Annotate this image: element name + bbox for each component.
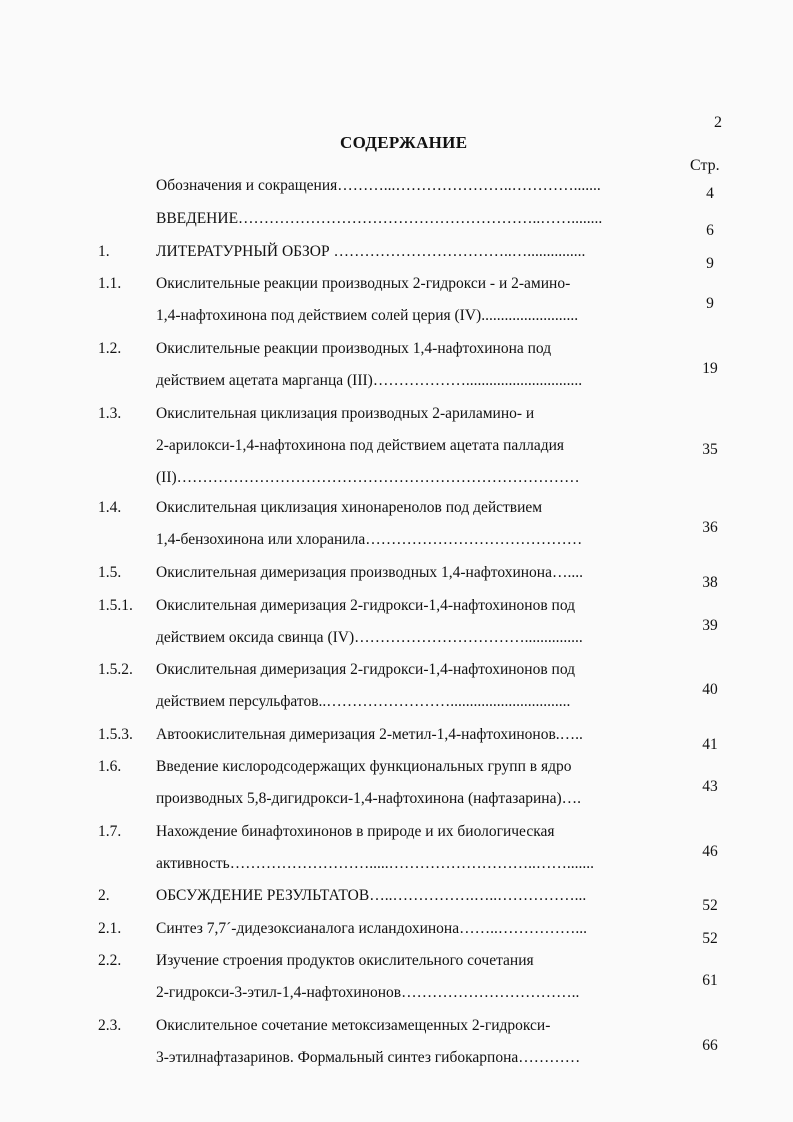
toc-entry-title-line: ЛИТЕРАТУРНЫЙ ОБЗОР ……………………………..…............... <box>156 243 586 260</box>
toc-entry-number: 2.2. <box>98 952 122 969</box>
toc-entry-title-line: Введение кислородсодержащих функциональных групп в ядро <box>156 758 572 775</box>
toc-entry-title-line: Окислительные реакции производных 2-гидрокси - и 2-амино- <box>156 275 571 292</box>
toc-entry-number: 1.1. <box>98 275 122 292</box>
toc-entry-page: 35 <box>702 441 718 458</box>
toc-entry-page: 6 <box>706 222 714 239</box>
toc-entry-title-line: Окислительная димеризация 2-гидрокси-1,4-нафтохинонов под <box>156 597 576 614</box>
page-column-header: Стр. <box>690 157 720 174</box>
toc-entry-page: 19 <box>702 360 718 377</box>
toc-entry-title-line: действием персульфатов..……………………............................... <box>156 693 571 710</box>
toc-entry-title-line: Окислительное сочетание метоксизамещенных 2-гидрокси- <box>156 1017 551 1034</box>
toc-entry-number: 1.2. <box>98 340 122 357</box>
toc-entry-number: 1.7. <box>98 823 122 840</box>
toc-entry-title-line: 2-гидрокси-3-этил-1,4-нафтохинонов…………………………….. <box>156 984 580 1001</box>
toc-entry-page: 9 <box>706 295 714 312</box>
toc-entry-title-line: Окислительные реакции производных 1,4-нафтохинона под <box>156 340 552 357</box>
toc-entry-title-line: 1,4-бензохинона или хлоранила…………………………………… <box>156 531 583 548</box>
toc-entry-number: 1. <box>98 243 110 260</box>
toc-entry-title-line: Синтез 7,7´-дидезоксианалога исландохинона……..……………... <box>156 920 587 937</box>
toc-entry-number: 2.3. <box>98 1017 122 1034</box>
toc-entry-number: 1.5.1. <box>98 597 133 614</box>
toc-entry-page: 41 <box>702 736 718 753</box>
toc-entry-title-line: Обозначения и сокращения………...…………………..…………....... <box>156 177 601 194</box>
toc-entry-page: 4 <box>706 185 714 202</box>
toc-entry-title-line: 3-этилнафтазаринов. Формальный синтез гибокарпона………… <box>156 1049 581 1066</box>
toc-entry-number: 1.5.2. <box>98 661 133 678</box>
toc-entry-title-line: действием оксида свинца (IV)……………………………............... <box>156 629 583 646</box>
toc-entry-title-line: производных 5,8-дигидрокси-1,4-нафтохинона (нафтазарина)…. <box>156 790 581 807</box>
toc-entry-title-line: действием ацетата марганца (III)……………….............................. <box>156 372 583 389</box>
toc-entry-page: 40 <box>702 681 718 698</box>
toc-entry-title-line: Автоокислительная димеризация 2-метил-1,4-нафтохинонов.….. <box>156 726 583 743</box>
toc-entry-number: 2.1. <box>98 920 122 937</box>
toc-entry-page: 43 <box>702 778 718 795</box>
toc-entry-title-line: Окислительная циклизация производных 2-ариламино- и <box>156 405 535 422</box>
toc-entry-title-line: Окислительная димеризация 2-гидрокси-1,4-нафтохинонов под <box>156 661 576 678</box>
toc-entry-title-line: активность……………………….....………………………..……....... <box>156 855 594 872</box>
toc-entry-page: 9 <box>706 255 714 272</box>
toc-entry-page: 46 <box>702 843 718 860</box>
toc-entry-number: 2. <box>98 887 110 904</box>
page-title: СОДЕРЖАНИЕ <box>340 133 468 152</box>
toc-entry-title-line: Окислительная димеризация производных 1,4-нафтохинона….... <box>156 564 583 581</box>
toc-entry-number: 1.5.3. <box>98 726 133 743</box>
toc-entry-page: 36 <box>702 519 718 536</box>
toc-entry-page: 61 <box>702 972 718 989</box>
toc-entry-number: 1.4. <box>98 499 122 516</box>
toc-entry-page: 52 <box>702 897 718 914</box>
toc-entry-title-line: Окислительная циклизация хинонаренолов под действием <box>156 499 543 516</box>
toc-entry-title-line: ВВЕДЕНИЕ…………………………………………………..……........ <box>156 210 603 227</box>
toc-entry-title-line: 2-арилокси-1,4-нафтохинона под действием ацетата палладия <box>156 437 565 454</box>
toc-entry-page: 52 <box>702 930 718 947</box>
toc-entry-title-line: 1,4-нафтохинона под действием солей церия (IV)......................... <box>156 307 579 324</box>
toc-entry-number: 1.3. <box>98 405 122 422</box>
toc-entry-title-line: Нахождение бинафтохинонов в природе и их биологическая <box>156 823 555 840</box>
page-number: 2 <box>714 114 722 131</box>
toc-entry-number: 1.5. <box>98 564 122 581</box>
toc-entry-page: 38 <box>702 574 718 591</box>
toc-entry-title-line: (II)…………………………………………………………………… <box>156 469 580 486</box>
toc-entry-page: 66 <box>702 1037 718 1054</box>
toc-entry-title-line: Изучение строения продуктов окислительного сочетания <box>156 952 534 969</box>
toc-entry-number: 1.6. <box>98 758 122 775</box>
toc-entry-title-line: ОБСУЖДЕНИЕ РЕЗУЛЬТАТОВ…..…………….…..……………... <box>156 887 587 904</box>
toc-entry-page: 39 <box>702 617 718 634</box>
